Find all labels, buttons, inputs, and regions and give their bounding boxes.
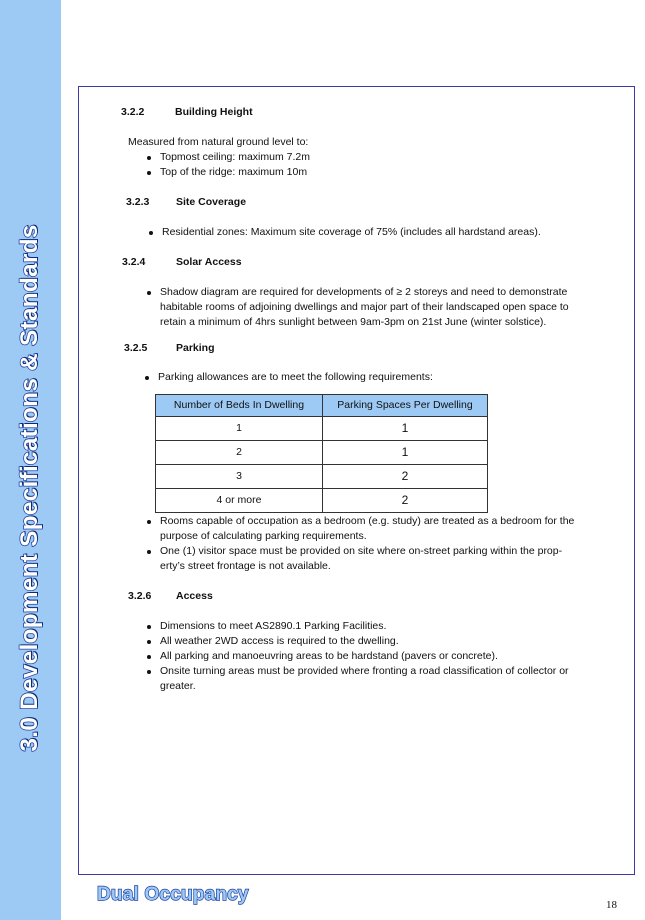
table-header-row (156, 395, 488, 417)
line: greater. (160, 680, 196, 692)
section-title: Parking (176, 342, 215, 354)
bullet-list (144, 370, 433, 385)
list-item (146, 514, 574, 544)
list-item (146, 664, 569, 694)
line: Rooms capable of occupation as a bedroom (e.g. study) are treated as a bedroom for the (160, 515, 575, 527)
section-title: Solar Access (176, 256, 242, 268)
section-title: Site Coverage (176, 196, 247, 208)
section-number: 3.2.2 (121, 106, 145, 118)
parking-table (155, 394, 488, 513)
column-header: Parking Spaces Per Dwelling (323, 395, 488, 417)
table-cell: 2 (156, 441, 323, 465)
line: Shadow diagram are required for developments of ≥ 2 storeys and need to demonstrate (160, 286, 568, 298)
table-cell: 2 (323, 465, 488, 489)
side-band (0, 0, 61, 920)
list-item: Parking allowances are to meet the following requirements: (144, 370, 433, 385)
column-header: Number of Beds In Dwelling (156, 395, 323, 417)
line: habitable rooms of adjoining dwellings and major part of their landscaped open space to (160, 301, 569, 313)
table-row (156, 465, 488, 489)
list-item: Topmost ceiling: maximum 7.2m (146, 150, 310, 165)
table-row (156, 441, 488, 465)
section-number: 3.2.5 (124, 342, 148, 354)
table-cell: 1 (323, 417, 488, 441)
list-item: Top of the ridge: maximum 10m (146, 165, 310, 180)
section-number: 3.2.3 (126, 196, 150, 208)
bullet-list (146, 619, 569, 694)
list-item (146, 544, 574, 574)
list-item (146, 285, 569, 330)
bullet-list (148, 225, 541, 240)
bullet-list (146, 514, 574, 574)
line: One (1) visitor space must be provided on site where on-street parking within the prop- (160, 545, 563, 557)
bullet-list (146, 285, 569, 330)
line: Onsite turning areas must be provided where fronting a road classification of collector or (160, 665, 569, 677)
page-number: 18 (606, 899, 617, 911)
paragraph: Measured from natural ground level to: (128, 136, 309, 148)
bullet-list (146, 150, 310, 180)
list-item: Dimensions to meet AS2890.1 Parking Facilities. (146, 619, 569, 634)
list-item: All weather 2WD access is required to the dwelling. (146, 634, 569, 649)
table-row (156, 417, 488, 441)
table-cell: 4 or more (156, 489, 323, 513)
section-number: 3.2.4 (122, 256, 146, 268)
list-item: All parking and manoeuvring areas to be hardstand (pavers or concrete). (146, 649, 569, 664)
footer-document-title: Dual Occupancy (97, 884, 249, 905)
table-cell: 3 (156, 465, 323, 489)
section-title: Access (176, 590, 213, 602)
table-cell: 1 (323, 441, 488, 465)
section-title: Building Height (175, 106, 253, 118)
list-item: Residential zones: Maximum site coverage of 75% (includes all hardstand areas). (148, 225, 541, 240)
table-cell: 2 (323, 489, 488, 513)
table-cell: 1 (156, 417, 323, 441)
table-row (156, 489, 488, 513)
section-number: 3.2.6 (128, 590, 152, 602)
line: retain a minimum of 4hrs sunlight between 9am-3pm on 21st June (winter solstice). (160, 316, 547, 328)
line: purpose of calculating parking requirements. (160, 530, 367, 542)
chapter-title: 3.0 Development Specifications & Standards (16, 224, 43, 752)
line: erty’s street frontage is not available. (160, 560, 331, 572)
